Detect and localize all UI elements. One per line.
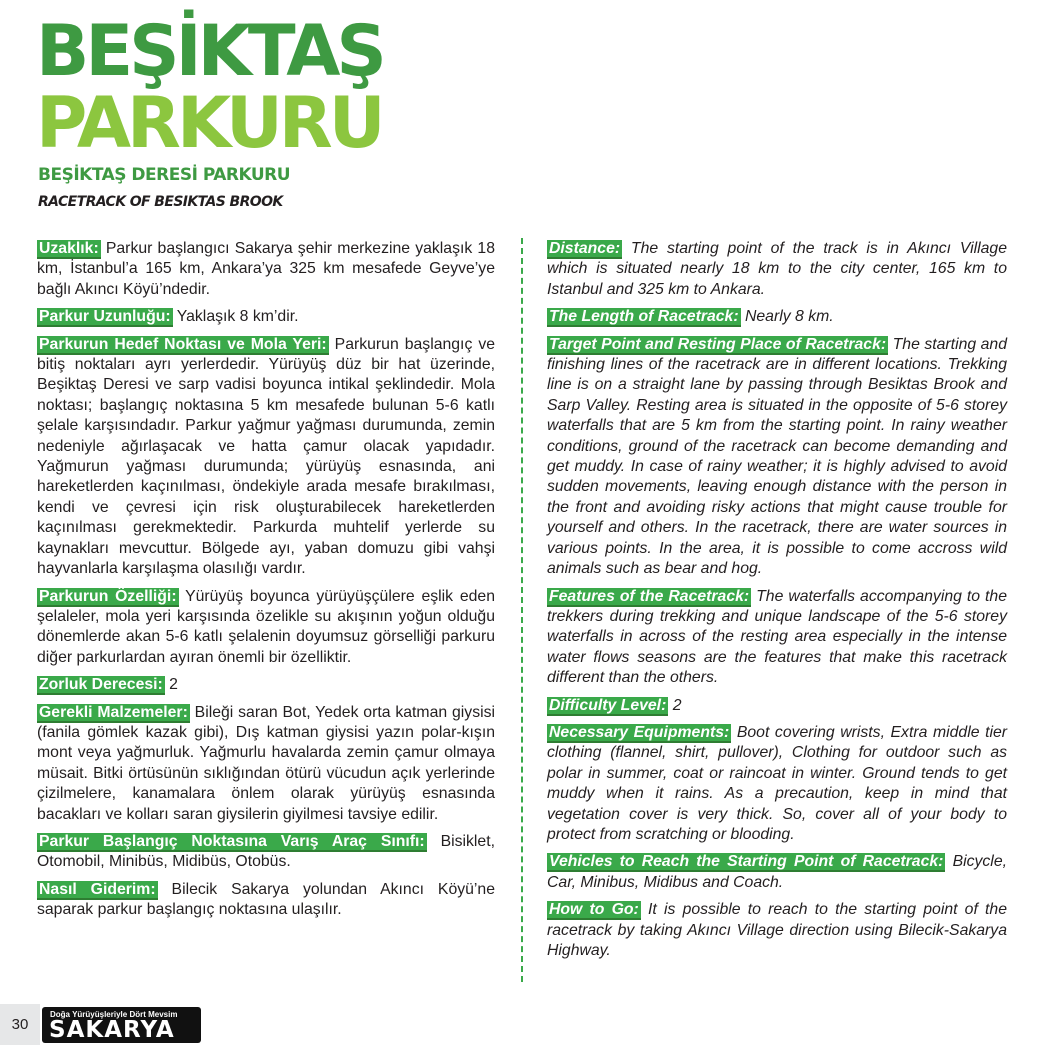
page-subtitle: BEŞİKTAŞ DERESİ PARKURU — [38, 165, 291, 185]
section-target-en — [547, 335, 1007, 580]
section-label: Difficulty Level: — [549, 696, 667, 714]
section-vehicles-en — [547, 852, 1007, 893]
section-how-to-go-en — [547, 900, 1007, 961]
section-equipment-tr — [37, 703, 495, 825]
brand-tagline: Doğa Yürüyüşleriyle Dört Mevsim — [50, 1010, 178, 1019]
section-difficulty-tr — [37, 675, 495, 695]
section-label: Parkur Uzunluğu: — [39, 308, 171, 326]
section-target-tr — [37, 335, 495, 580]
section-text: The starting point of the track is in Akıncı Village which is situated nearly 18 km to the city center, 165 km to Istanbul and 325 km to Ankara. — [547, 240, 1007, 298]
section-text: Bilecik Sakarya yolundan Akıncı Köyü’ne saparak parkur başlangıç noktasına ulaşılır. — [37, 880, 495, 919]
section-text: Parkur başlangıcı Sakarya şehir merkezine yaklaşık 18 km, İstanbul’a 165 km, Ankara’ya 325 km mesafede Geyve’ye bağlı Akıncı Köyü’ndedir. — [37, 240, 495, 298]
section-label: Parkurun Hedef Noktası ve Mola Yeri: — [39, 335, 327, 353]
section-features-en — [547, 587, 1007, 689]
section-label: Necessary Equipments: — [549, 723, 730, 741]
section-label: The Length of Racetrack: — [549, 308, 739, 326]
section-text: 2 — [668, 696, 682, 714]
section-label: Vehicles to Reach the Starting Point of Racetrack: — [549, 853, 944, 871]
column-divider — [521, 238, 523, 982]
section-label: Nasıl Giderim: — [39, 880, 156, 898]
section-text: The starting and finishing lines of the racetrack are in different locations. Trekking line is on a straight lane by passing through Besiktas Brook and Sarp Valley. Resting area is situated in the opposite of 5-6 storey waterfalls that are 5 km from the starting point. In rainy weather conditions, ground of the racetrack can become demanding and get muddy. In case of rainy weather; it is highly advised to avoid sudden movements, leaving enough distance with the person in the front and avoiding risky actions that might cause trouble for yourself and others. In the racetrack, there are water sources in various points. In the area, it is possible to come accross wild animals such as bear and hog. — [547, 335, 1007, 578]
sakarya-logo — [42, 1007, 201, 1043]
section-vehicles-tr — [37, 832, 495, 873]
section-label: Target Point and Resting Place of Racetrack: — [549, 335, 887, 353]
section-text: Parkurun başlangıç ve bitiş noktaları ayrı yerlerdedir. Yürüyüş düz bir hat üzerinde, Beşiktaş Deresi ve sarp vadisi boyunca intikal şeklindedir. Mola noktası; başlangıç noktasına 5 km mesafede bulunan 5-6 katlı şelale karşısındadır. Parkur yağmur yağması durumunda, zemin nedeniyle ağırlaşacak ve hatta çamur olacak yapıdadır. Yağmurun yağması durumunda; yürüyüş esnasında, ani hareketlerden kaçınılması, öndekiyle arada mesafe bırakılması, kendi ve çevresi için risk oluşturabilecek hareketlerden kaçınılması gerekmektedir. Parkurda muhtelif yerlerde su kaynakları mevcuttur. Bölgede ayı, yaban domuzu gibi vahşi hayvanlarla karşılaşma olasılığı vardır. — [37, 335, 496, 578]
page-number: 30 — [0, 1004, 40, 1045]
page-title-line1: BEŞİKTAŞ — [36, 10, 383, 92]
section-text: It is possible to reach to the starting point of the racetrack by taking Akıncı Village direction using Bilecik-Sakarya Highway. — [547, 901, 1008, 959]
section-label: Gerekli Malzemeler: — [39, 703, 188, 721]
section-text: Bileği saran Bot, Yedek orta katman giysisi (fanila gömlek kazak gibi), Dış katman giysisi yazın polar-kışın mont veya yağmurluk. Yağmurlu havalarda zemin çamur olmaya müsait. Bitki örtüsünün sıklığından ötürü vücudun açık yerlerinde çizilmelere, kanamalara önlem olarak yürüyüş esnasında bacakları ve kolları saran giysilerin giyilmesi tavsiye edilir. — [37, 703, 496, 823]
page-subtitle-english: RACETRACK OF BESIKTAS BROOK — [38, 194, 283, 210]
page-title-line2: PARKURU — [36, 82, 382, 164]
section-text: The waterfalls accompanying to the trekkers during trekking and unique landscape of the 5-6 storey waterfalls in across of the resting area especially in the intense water flows seasons are the features that make this racetrack different than the others. — [547, 587, 1007, 687]
section-label: Distance: — [549, 240, 621, 257]
section-equipment-en — [547, 723, 1007, 845]
section-text: Bicycle, Car, Minibus, Midibus and Coach. — [547, 853, 1007, 891]
section-text: Yaklaşık 8 km’dir. — [172, 308, 299, 326]
section-length-tr — [37, 307, 495, 327]
section-label: Uzaklık: — [39, 240, 99, 257]
section-label: How to Go: — [549, 901, 639, 919]
section-distance-en — [547, 239, 1007, 300]
section-label: Parkur Başlangıç Noktasına Varış Araç Sınıfı: — [39, 832, 425, 850]
section-text: Boot covering wrists, Extra middle tier clothing (flannel, shirt, pullover), Clothing for outdoor such as polar in summer, coat or raincoat in winter. Ground tends to get muddy when it rains. As a precaution, keep in mind that vegetation cover is very thick. So, cover all of your body to protect from scratching or blooding. — [547, 723, 1008, 843]
section-how-to-go-tr — [37, 880, 495, 921]
english-column — [547, 239, 1007, 968]
section-text: 2 — [164, 676, 178, 694]
section-length-en — [547, 307, 1007, 327]
section-features-tr — [37, 587, 495, 669]
section-text: Bisiklet, Otomobil, Minibüs, Midibüs, Otobüs. — [37, 832, 495, 871]
section-distance-tr — [37, 239, 495, 300]
section-difficulty-en — [547, 696, 1007, 716]
section-text: Yürüyüş boyunca yürüyüşçülere eşlik eden şelaleler, mola yeri karşısında özelikle su akışının yoğun olduğu dönemlerde akan 5-6 katlı şelalenin doyumsuz görselliği parkuru diğer parkurlardan ayıran önemli bir özelliktir. — [37, 587, 495, 666]
section-label: Zorluk Derecesi: — [39, 676, 163, 694]
section-text: Nearly 8 km. — [740, 308, 834, 326]
turkish-column — [37, 239, 495, 928]
section-label: Features of the Racetrack: — [549, 587, 750, 605]
section-label: Parkurun Özelliği: — [39, 587, 177, 605]
brand-name: SAKARYA — [49, 1017, 175, 1043]
